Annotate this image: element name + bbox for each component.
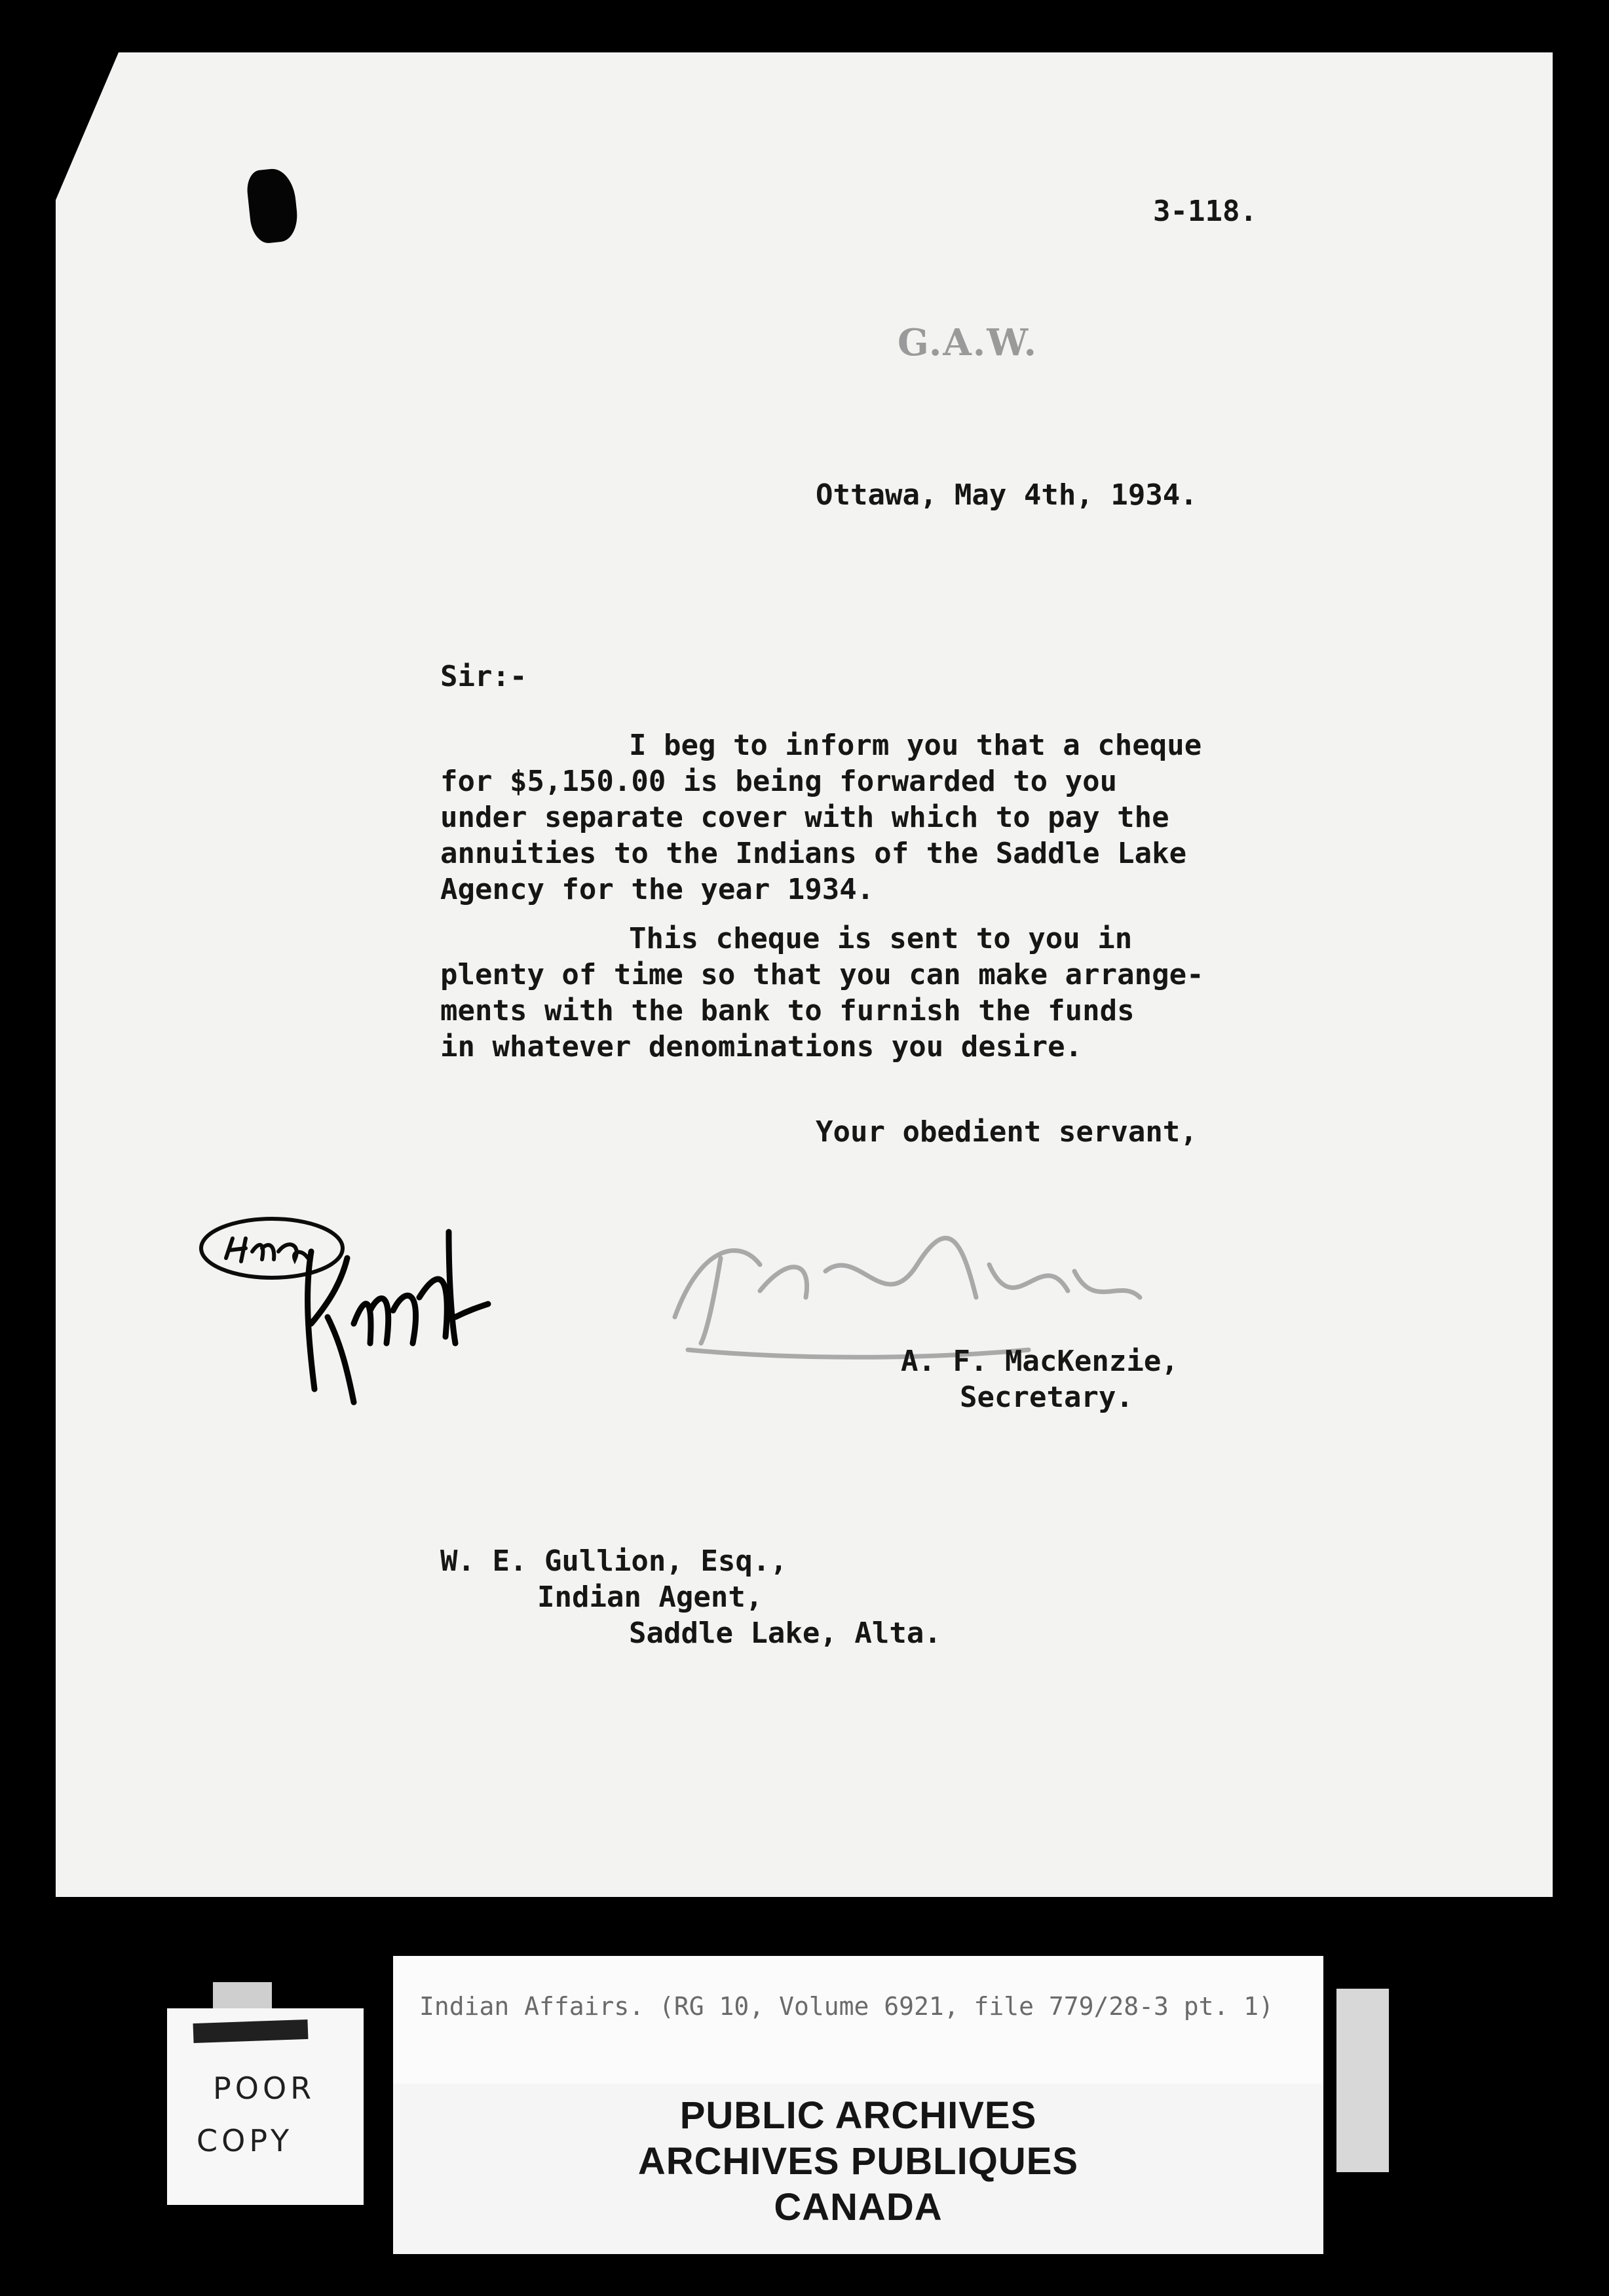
handwritten-initials-mark (288, 1193, 504, 1428)
addressee-line: Saddle Lake, Alta. (629, 1617, 941, 1650)
paragraph-line: This cheque is sent to you in (629, 922, 1133, 955)
paragraph-line: Agency for the year 1934. (440, 873, 875, 906)
stamp-line: ARCHIVES PUBLIQUES (637, 2140, 1079, 2183)
faint-stamp-mark: G.A.W. (898, 321, 1038, 364)
salutation: Sir:- (440, 660, 527, 693)
paragraph-line: plenty of time so that you can make arrange- (440, 958, 1204, 991)
stamp-line: CANADA (774, 2186, 943, 2229)
reference-label (393, 1956, 1323, 2087)
signatory-title: Secretary. (960, 1381, 1133, 1414)
paragraph-line: annuities to the Indians of the Saddle Lake (440, 837, 1187, 870)
tape-strip (1336, 1989, 1389, 2172)
archive-reference: Indian Affairs. (RG 10, Volume 6921, file 779/28-3 pt. 1) (419, 1992, 1274, 2021)
poor-copy-line: POOR (213, 2071, 316, 2106)
archives-stamp (393, 2084, 1323, 2254)
dateline: Ottawa, May 4th, 1934. (816, 478, 1198, 512)
struck-out-text (193, 2019, 309, 2043)
poor-copy-line: COPY (197, 2123, 293, 2158)
addressee-line: Indian Agent, (537, 1580, 763, 1614)
paragraph-line: under separate cover with which to pay the (440, 801, 1169, 834)
addressee-line: W. E. Gullion, Esq., (440, 1544, 787, 1578)
signatory-name: A. F. MacKenzie, (901, 1345, 1179, 1378)
closing: Your obedient servant, (816, 1115, 1198, 1149)
paragraph-line: I beg to inform you that a cheque (629, 729, 1202, 762)
file-number: 3-118. (1153, 195, 1257, 228)
stamp-line: PUBLIC ARCHIVES (679, 2094, 1037, 2137)
paragraph-line: ments with the bank to furnish the funds (440, 994, 1135, 1027)
paragraph-line: in whatever denominations you desire. (440, 1030, 1083, 1063)
poor-copy-card (167, 2008, 364, 2205)
paragraph-line: for $5,150.00 is being forwarded to you (440, 765, 1118, 798)
